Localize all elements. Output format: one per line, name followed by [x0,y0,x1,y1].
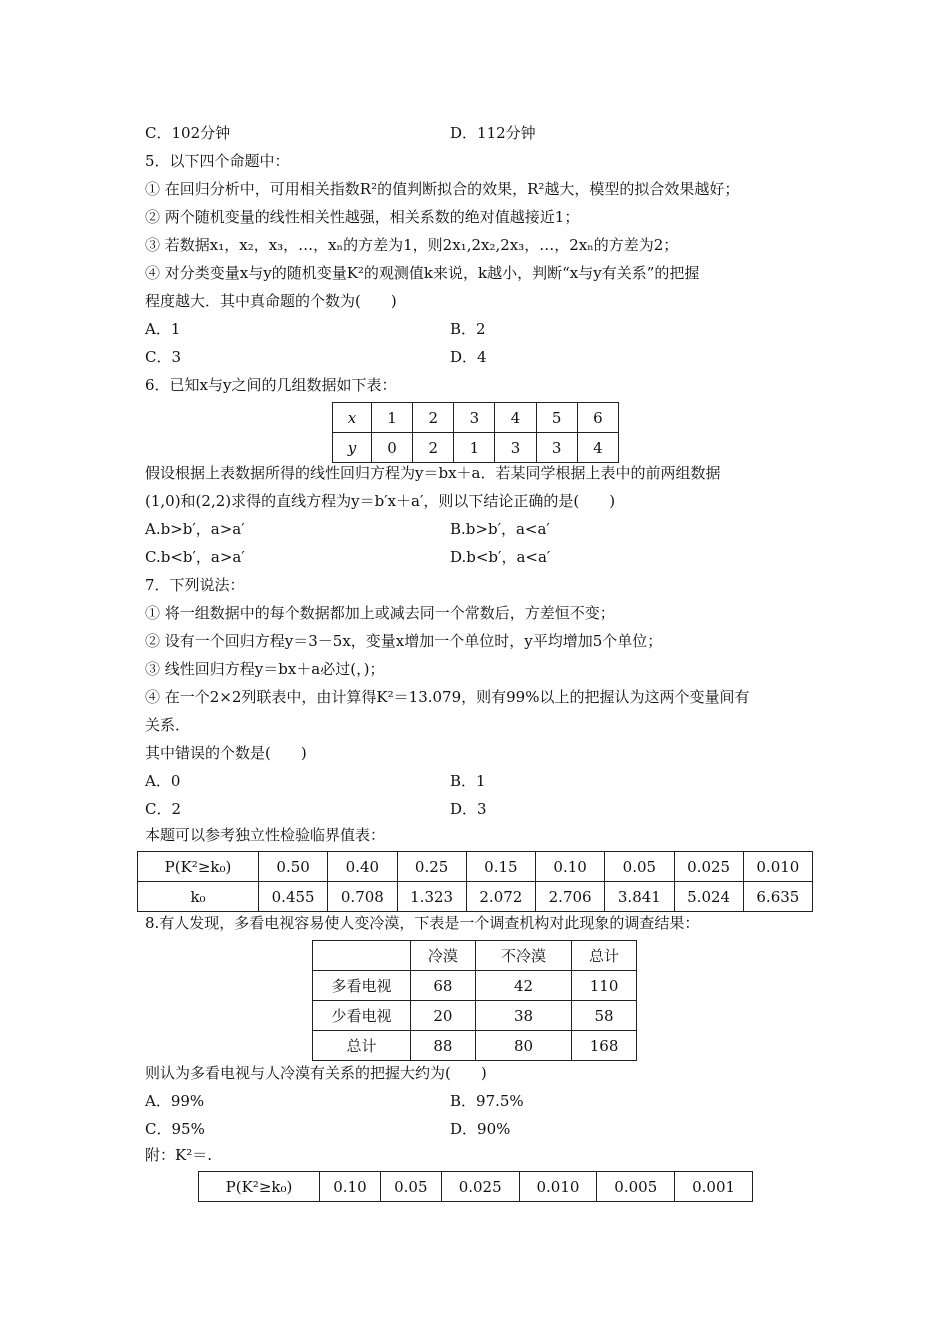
q8-critical-value-table [198,1171,753,1202]
table-cell: 3.841 [605,882,674,912]
q5-stem: 5．以下四个命题中： [145,152,290,170]
table-cell: 少看电视 [313,1001,411,1031]
table-row [313,941,637,971]
table-row [138,852,813,882]
q7-statement-3: ③ 线性回归方程y＝bx＋a必过(，)； [145,660,385,678]
q6-paragraph-2: (1,0)和(2,2)求得的直线方程为y＝b′x＋a′，则以下结论正确的是( ) [145,492,616,510]
table-cell: 0.025 [441,1172,519,1202]
table-cell: 0.010 [743,852,812,882]
q8-option-a: A．99% [145,1092,205,1110]
q5-statement-1: ① 在回归分析中，可用相关指数R²的值判断拟合的效果，R²越大，模型的拟合效果越好； [145,180,740,198]
q6-option-b: B.b>b′，a<a′ [450,520,550,538]
table-cell: 0.25 [397,852,466,882]
q7-option-a: A．0 [145,772,181,790]
table-cell: 0.010 [519,1172,597,1202]
q7-reference-note: 本题可以参考独立性检验临界值表： [145,826,386,844]
q8-survey-table [312,940,637,1061]
table-cell: 0.001 [675,1172,753,1202]
q6-paragraph-1: 假设根据上表数据所得的线性回归方程为y＝bx＋a．若某同学根据上表中的前两组数据 [145,464,721,482]
table-cell: 多看电视 [313,971,411,1001]
table-cell: 不冷漠 [475,941,571,971]
table-cell: 0.50 [259,852,328,882]
table-cell: x [333,403,372,433]
table-cell: P(K²≥k₀) [199,1172,320,1202]
table-cell: P(K²≥k₀) [138,852,259,882]
q5-statement-4: ④ 对分类变量x与y的随机变量K²的观测值k来说，k越小，判断“x与y有关系”的把握 [145,264,700,282]
q6-option-c: C.b<b′，a>a′ [145,548,245,566]
q8-option-b: B．97.5% [450,1092,524,1110]
q5-option-c: C．3 [145,348,182,366]
table-row [313,1001,637,1031]
table-row [333,433,619,463]
q5-option-b: B．2 [450,320,486,338]
q8-option-c: C．95% [145,1120,205,1138]
critical-value-table [137,851,813,912]
q4-option-d: D．112分钟 [450,124,536,142]
table-row [313,1031,637,1061]
q8-question: 则认为多看电视与人冷漠有关系的把握大约为( ) [145,1064,487,1082]
table-cell: 2.072 [466,882,535,912]
table-cell: 1 [454,433,495,463]
table-cell: 4 [577,433,618,463]
table-cell: 80 [475,1031,571,1061]
table-cell: 0.455 [259,882,328,912]
table-cell: 0.708 [328,882,397,912]
table-cell: 总计 [572,941,637,971]
table-cell: 5.024 [674,882,743,912]
table-cell: 88 [411,1031,476,1061]
table-cell: 2 [413,403,454,433]
table-cell: 20 [411,1001,476,1031]
q5-option-a: A．1 [145,320,181,338]
table-cell: 5 [536,403,577,433]
q5-statement-4-cont: 程度越大．其中真命题的个数为( ) [145,292,397,310]
table-cell: 0.15 [466,852,535,882]
table-cell: 2.706 [536,882,605,912]
q4-option-c: C．102分钟 [145,124,231,142]
q8-stem: 8.有人发现，多看电视容易使人变冷漠，下表是一个调查机构对此现象的调查结果： [145,914,700,932]
q5-option-d: D．4 [450,348,487,366]
table-row [199,1172,753,1202]
q7-option-d: D．3 [450,800,487,818]
table-cell: 3 [536,433,577,463]
q6-stem: 6．已知x与y之间的几组数据如下表： [145,376,397,394]
table-cell: 0.05 [380,1172,441,1202]
table-cell: 1.323 [397,882,466,912]
q7-question: 其中错误的个数是( ) [145,744,307,762]
q8-option-d: D．90% [450,1120,511,1138]
q6-data-table [332,402,619,463]
table-cell: k₀ [138,882,259,912]
table-cell: 0.05 [605,852,674,882]
table-cell: 0.10 [536,852,605,882]
q8-appendix: 附：K²＝. [145,1146,212,1164]
table-cell: 110 [572,971,637,1001]
table-row [138,882,813,912]
table-row [333,403,619,433]
table-cell: y [333,433,372,463]
table-cell: 0 [372,433,413,463]
table-cell: 3 [495,433,536,463]
table-cell: 0.025 [674,852,743,882]
q6-option-a: A.b>b′，a>a′ [145,520,245,538]
q7-option-c: C．2 [145,800,182,818]
q6-option-d: D.b<b′，a<a′ [450,548,551,566]
table-row [313,971,637,1001]
table-cell: 168 [572,1031,637,1061]
q7-statement-2: ② 设有一个回归方程y＝3－5x，变量x增加一个单位时，y平均增加5个单位； [145,632,663,650]
table-cell: 68 [411,971,476,1001]
q5-statement-3: ③ 若数据x₁，x₂，x₃，…，xₙ的方差为1，则2x₁,2x₂,2x₃，…，2xₙ的方差为2； [145,236,679,254]
table-cell: 4 [495,403,536,433]
q5-statement-2: ② 两个随机变量的线性相关性越强，相关系数的绝对值越接近1； [145,208,580,226]
table-cell: 6 [577,403,618,433]
table-cell: 38 [475,1001,571,1031]
q7-option-b: B．1 [450,772,486,790]
table-cell: 总计 [313,1031,411,1061]
table-cell: 冷漠 [411,941,476,971]
table-cell: 2 [413,433,454,463]
table-cell: 1 [372,403,413,433]
table-cell: 42 [475,971,571,1001]
table-cell: 0.005 [597,1172,675,1202]
table-cell: 6.635 [743,882,812,912]
q7-statement-4-cont: 关系． [145,716,191,734]
q7-statement-1: ① 将一组数据中的每个数据都加上或减去同一个常数后，方差恒不变； [145,604,615,622]
table-cell: 3 [454,403,495,433]
table-cell [313,941,411,971]
table-cell: 0.40 [328,852,397,882]
table-cell: 58 [572,1001,637,1031]
q7-stem: 7．下列说法： [145,576,245,594]
table-cell: 0.10 [320,1172,381,1202]
q7-statement-4: ④ 在一个2×2列联表中，由计算得K²＝13.079，则有99%以上的把握认为这两个变量间有 [145,688,750,706]
